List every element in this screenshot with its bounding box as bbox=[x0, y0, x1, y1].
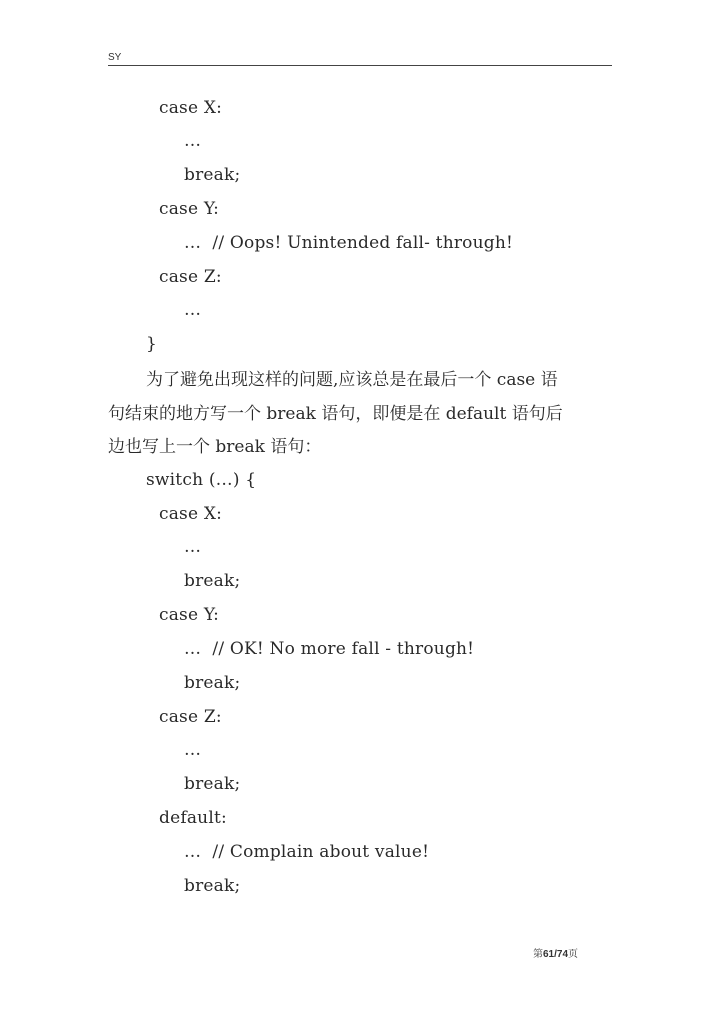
footer-prefix: 第 bbox=[533, 949, 543, 960]
code-line: break; bbox=[184, 876, 241, 896]
code-line: … bbox=[184, 131, 202, 151]
page-number: 61/74 bbox=[543, 949, 569, 960]
code-line: … bbox=[184, 537, 202, 557]
code-line: case Z: bbox=[159, 267, 222, 287]
code-line: switch (…) { bbox=[146, 470, 257, 490]
code-line: case X: bbox=[159, 504, 223, 524]
paragraph-line: 边也写上一个 break 语句： bbox=[108, 437, 322, 457]
code-line: break; bbox=[184, 774, 241, 794]
code-line: case X: bbox=[159, 98, 223, 118]
footer-suffix: 页 bbox=[568, 949, 579, 960]
code-line: … bbox=[184, 300, 202, 320]
code-line: break; bbox=[184, 165, 241, 185]
code-line: … bbox=[184, 740, 202, 760]
code-line: case Y: bbox=[159, 199, 220, 219]
code-line: case Z: bbox=[159, 707, 222, 727]
code-line: … // Oops! Unintended fall- through! bbox=[184, 233, 514, 253]
code-line: default: bbox=[159, 808, 227, 828]
code-line: } bbox=[146, 334, 158, 354]
header-rule bbox=[108, 65, 612, 66]
header-label: SY bbox=[108, 52, 122, 63]
paragraph-line: 为了避免出现这样的问题,应该总是在最后一个 case 语 bbox=[146, 370, 558, 390]
page-footer bbox=[533, 945, 578, 960]
code-line: … // OK! No more fall - through! bbox=[184, 639, 475, 659]
code-line: break; bbox=[184, 673, 241, 693]
code-line: … // Complain about value! bbox=[184, 842, 430, 862]
code-line: break; bbox=[184, 571, 241, 591]
paragraph-line: 句结束的地方写一个 break 语句，即便是在 default 语句后 bbox=[108, 404, 563, 424]
code-line: case Y: bbox=[159, 605, 220, 625]
